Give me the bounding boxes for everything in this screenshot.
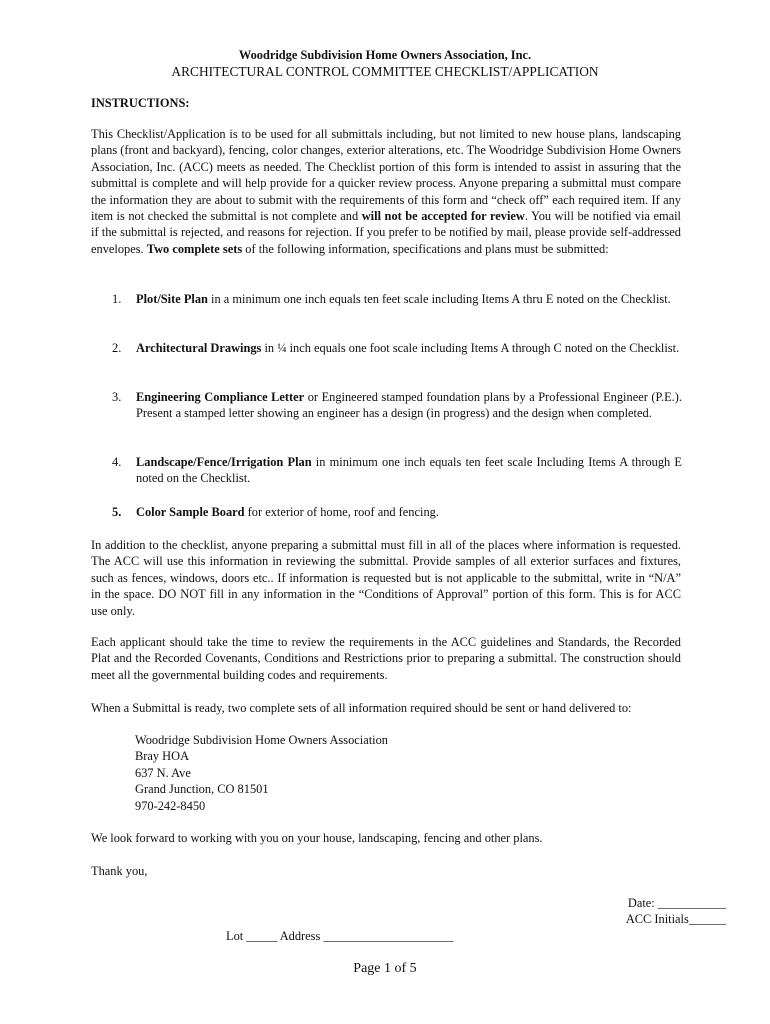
instructions-heading: INSTRUCTIONS: (91, 96, 190, 110)
address-line: Grand Junction, CO 81501 (135, 782, 269, 797)
list-item: 1. Plot/Site Plan in a minimum one inch equals ten feet scale including Items A thru E noted on the Checklist. (112, 292, 671, 306)
closing-paragraph: We look forward to working with you on your house, landscaping, fencing and other plans. (91, 831, 543, 845)
lot-address-field: Lot _____ Address _____________________ (226, 929, 454, 943)
instructions-paragraph: This Checklist/Application is to be used for all submittals including, but not limited to new house plans, landscaping plans (front and backyard), fencing, color changes, exterior alterations, etc. The Woodridge Subdivision Home Owners Association, Inc. (ACC) meets as needed. The Checklist portion of this form is intended to assist in assuring that the submittal is complete and will help provide for a quicker review process. Anyone preparing a submittal must compare the information they are about to submit with the requirements of this form and “check off” each required item. If any item is not checked the submittal is not complete and will not be accepted for review. You will be notified via email if the submittal is rejected, and reasons for rejection. If you prefer to be notified by mail, please provide self-addressed envelopes. Two complete sets of the following information, specifications and plans must be submitted: (91, 127, 681, 256)
checklist-paragraph: In addition to the checklist, anyone preparing a submittal must fill in all of the places where information is requested. The ACC will use this information in reviewing the submittal. Provide samples of all exterior surfaces and fixtures, such as fences, windows, doors etc.. If information is requested but is not applicable to the submittal, write in “N/A” in the space. DO NOT fill in any information in the “Conditions of Approval” portion of this form. This is for ACC use only. (91, 538, 681, 618)
list-item: 2. Architectural Drawings in ¼ inch equals one foot scale including Items A through C noted on the Checklist. (112, 341, 680, 355)
mailing-address (135, 732, 388, 814)
submittal-paragraph: When a Submittal is ready, two complete sets of all information required should be sent or hand delivered to: (91, 701, 632, 715)
date-field: Date: ___________ (627, 896, 726, 910)
thank-you: Thank you, (91, 864, 148, 878)
list-item: 5. Color Sample Board for exterior of home, roof and fencing. (112, 505, 439, 519)
list-item: 3. Engineering Compliance Letter or Engineered stamped foundation plans by a Professional Engineer (P.E.). Present a stamped letter showing an engineer has a design (in progress) and the design when completed. (112, 390, 682, 421)
address-line: 637 N. Ave (135, 765, 191, 780)
requirements-paragraph: Each applicant should take the time to review the requirements in the ACC guidelines and Standards, the Recorded Plat and the Recorded Covenants, Conditions and Restrictions prior to preparing a submittal. The construction should meet all the governmental building codes and requirements. (91, 635, 681, 682)
address-phone: 970-242-8450 (135, 798, 206, 813)
address-line: Woodridge Subdivision Home Owners Association (135, 733, 388, 747)
list-item: 4. Landscape/Fence/Irrigation Plan in minimum one inch equals ten feet scale Including Items A through E noted on the Checklist. (112, 455, 682, 486)
acc-initials-field: ACC Initials______ (625, 912, 726, 926)
page-number: Page 1 of 5 (353, 961, 417, 976)
form-title: ARCHITECTURAL CONTROL COMMITTEE CHECKLIST/APPLICATION (171, 64, 599, 79)
org-title: Woodridge Subdivision Home Owners Association, Inc. (238, 48, 532, 62)
address-line: Bray HOA (135, 749, 190, 764)
